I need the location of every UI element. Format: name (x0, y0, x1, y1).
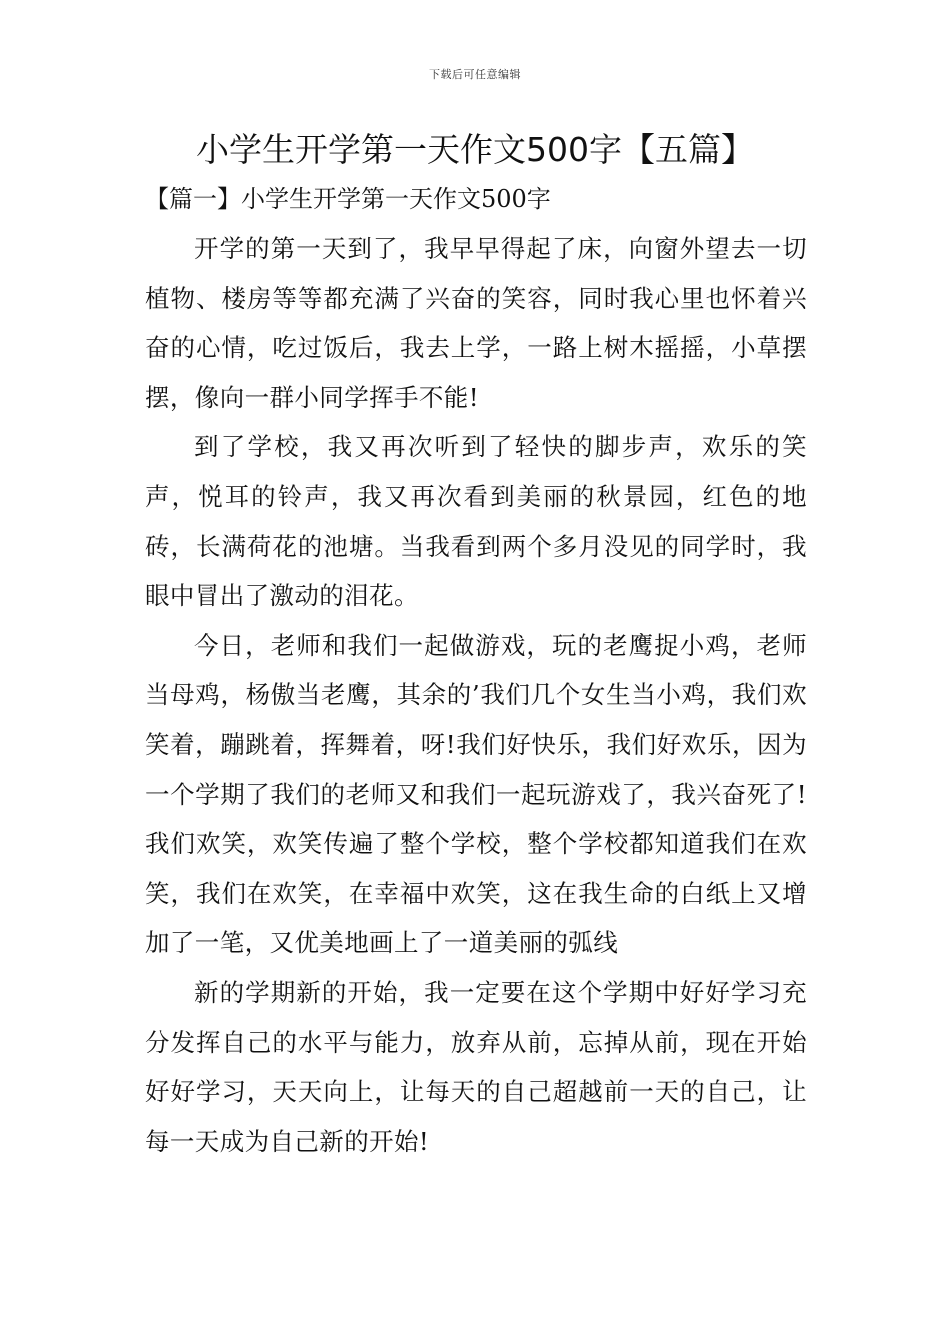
page-title: 小学生开学第一天作文500字【五篇】 (196, 130, 754, 169)
paragraph-1: 开学的第一天到了，我早早得起了床，向窗外望去一切植物、楼房等等都充满了兴奋的笑容，同时我心里也怀着兴奋的心情，吃过饭后，我去上学，一路上树木摇摇，小草摆摆，像向一群小同学挥手不能! (145, 234, 807, 412)
paragraph-4: 新的学期新的开始，我一定要在这个学期中好好学习充分发挥自己的水平与能力，放弃从前，忘掉从前，现在开始好好学习，天天向上，让每天的自己超越前一天的自己，让每一天成为自己新的开始! (145, 977, 807, 1156)
paragraph-3: 今日，老师和我们一起做游戏，玩的老鹰捉小鸡，老师当母鸡，杨傲当老鹰，其余的’我们几个女生当小鸡，我们欢笑着，蹦跳着，挥舞着，呀!我们好快乐，我们好欢乐，因为一个学期了我们的老师又和我们一起玩游戏了，我兴奋死了!我们欢笑，欢笑传遍了整个学校，整个学校都知道我们在欢笑，我们在欢笑，在幸福中欢笑，这在我生命的白纸上又增加了一笔，又优美地画上了一道美丽的弧线 (145, 630, 807, 958)
paragraph-2: 到了学校，我又再次听到了轻快的脚步声，欢乐的笑声，悦耳的铃声，我又再次看到美丽的秋景园，红色的地砖，长满荷花的池塘。当我看到两个多月没见的同学时，我眼中冒出了激动的泪花。 (145, 432, 807, 611)
header-note: 下载后可任意编辑 (429, 68, 521, 81)
article-body (145, 224, 807, 1166)
section-heading: 【篇一】小学生开学第一天作文500字 (145, 185, 551, 213)
